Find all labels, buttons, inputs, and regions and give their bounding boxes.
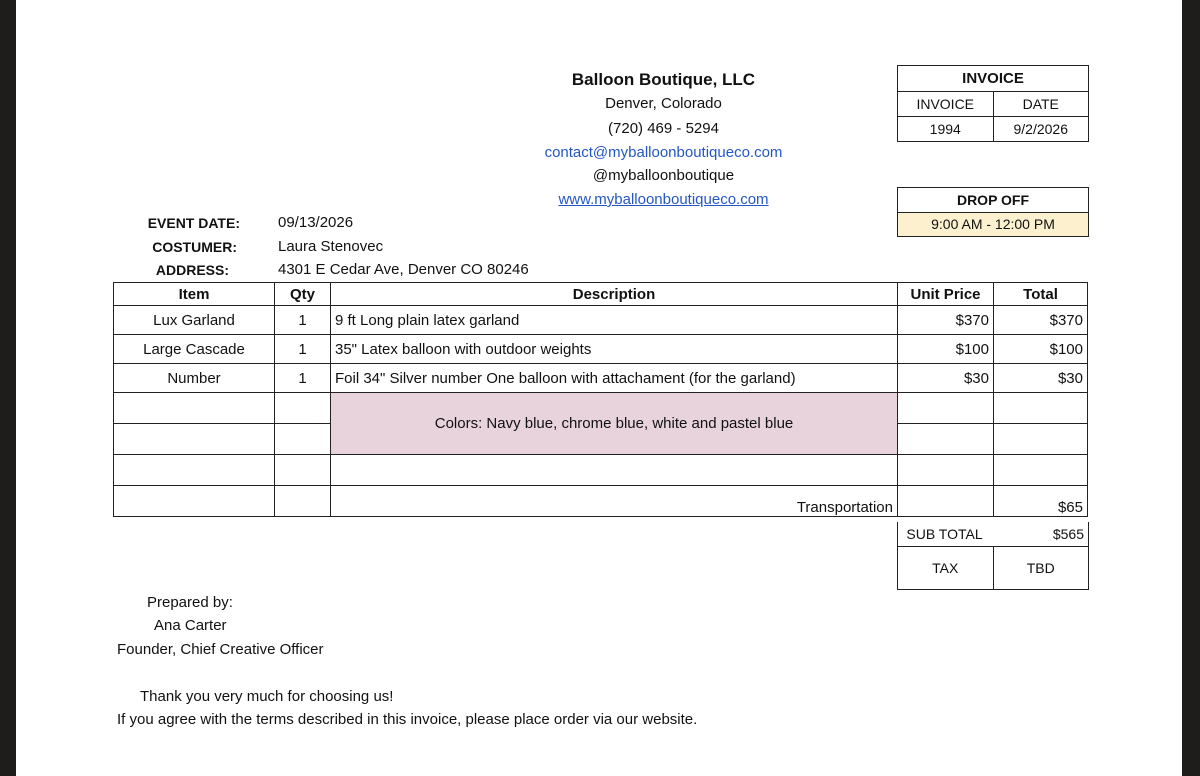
invoice-date: 9/2/2026 [993, 117, 1089, 141]
company-location: Denver, Colorado [605, 95, 722, 112]
item-name: Large Cascade [114, 335, 275, 364]
company-handle: @myballoonboutique [592, 167, 735, 184]
customer-value: Laura Stenovec [278, 238, 384, 255]
header-unit-price: Unit Price [898, 283, 994, 306]
item-description: Foil 34" Silver number One balloon with attachament (for the garland) [331, 364, 898, 393]
invoice-box-title: INVOICE [898, 66, 1088, 92]
event-date-label: EVENT DATE: [147, 215, 240, 231]
header-item: Item [114, 283, 275, 306]
colors-note: Colors: Navy blue, chrome blue, white and pastel blue [331, 393, 898, 455]
item-total: $370 [994, 306, 1088, 335]
transportation-row [114, 486, 1088, 517]
preparer-title: Founder, Chief Creative Officer [117, 641, 324, 658]
table-row [114, 455, 1088, 486]
company-name: Balloon Boutique, LLC [571, 70, 756, 89]
items-table [113, 282, 1088, 517]
item-qty: 1 [275, 364, 331, 393]
event-date-value: 09/13/2026 [278, 214, 354, 231]
item-name: Number [114, 364, 275, 393]
item-unit-price: $370 [898, 306, 994, 335]
customer-label: COSTUMER: [152, 239, 237, 255]
tax-label: TAX [932, 560, 959, 576]
table-row [114, 306, 1088, 335]
drop-off-box [897, 187, 1089, 237]
item-qty: 1 [275, 306, 331, 335]
drop-off-time: 9:00 AM - 12:00 PM [898, 213, 1088, 236]
invoice-date-header: DATE [993, 92, 1089, 116]
item-total: $30 [994, 364, 1088, 393]
subtotal-value: $565 [1052, 526, 1084, 542]
header-qty: Qty [275, 283, 331, 306]
item-name: Lux Garland [114, 306, 275, 335]
totals-box [897, 522, 1089, 590]
drop-off-title: DROP OFF [898, 188, 1088, 213]
table-row [114, 364, 1088, 393]
company-phone: (720) 469 - 5294 [608, 120, 719, 137]
tax-value: TBD [993, 547, 1089, 589]
invoice-number: 1994 [929, 121, 961, 137]
address-value: 4301 E Cedar Ave, Denver CO 80246 [278, 261, 529, 278]
item-description: 9 ft Long plain latex garland [331, 306, 898, 335]
item-unit-price: $30 [898, 364, 994, 393]
subtotal-label: SUB TOTAL [906, 526, 983, 542]
item-qty: 1 [275, 335, 331, 364]
transportation-total: $65 [994, 486, 1088, 517]
item-total: $100 [994, 335, 1088, 364]
table-row [114, 393, 1088, 424]
header-total: Total [994, 283, 1088, 306]
table-row [114, 335, 1088, 364]
invoice-page [16, 0, 1182, 776]
company-website-link[interactable]: www.myballoonboutiqueco.com [558, 191, 769, 208]
item-unit-price: $100 [898, 335, 994, 364]
terms-text: If you agree with the terms described in this invoice, please place order via our website. [117, 711, 698, 728]
invoice-info-box [897, 65, 1089, 142]
address-label: ADDRESS: [155, 262, 229, 278]
transportation-label: Transportation [331, 486, 898, 517]
item-description: 35" Latex balloon with outdoor weights [331, 335, 898, 364]
invoice-number-header: INVOICE [916, 96, 975, 112]
table-header-row [114, 283, 1088, 306]
company-email-link[interactable]: contact@myballoonboutiqueco.com [544, 144, 783, 161]
thank-you-text: Thank you very much for choosing us! [140, 688, 394, 705]
prepared-by-label: Prepared by: [147, 594, 233, 611]
header-description: Description [331, 283, 898, 306]
preparer-name: Ana Carter [154, 617, 227, 634]
